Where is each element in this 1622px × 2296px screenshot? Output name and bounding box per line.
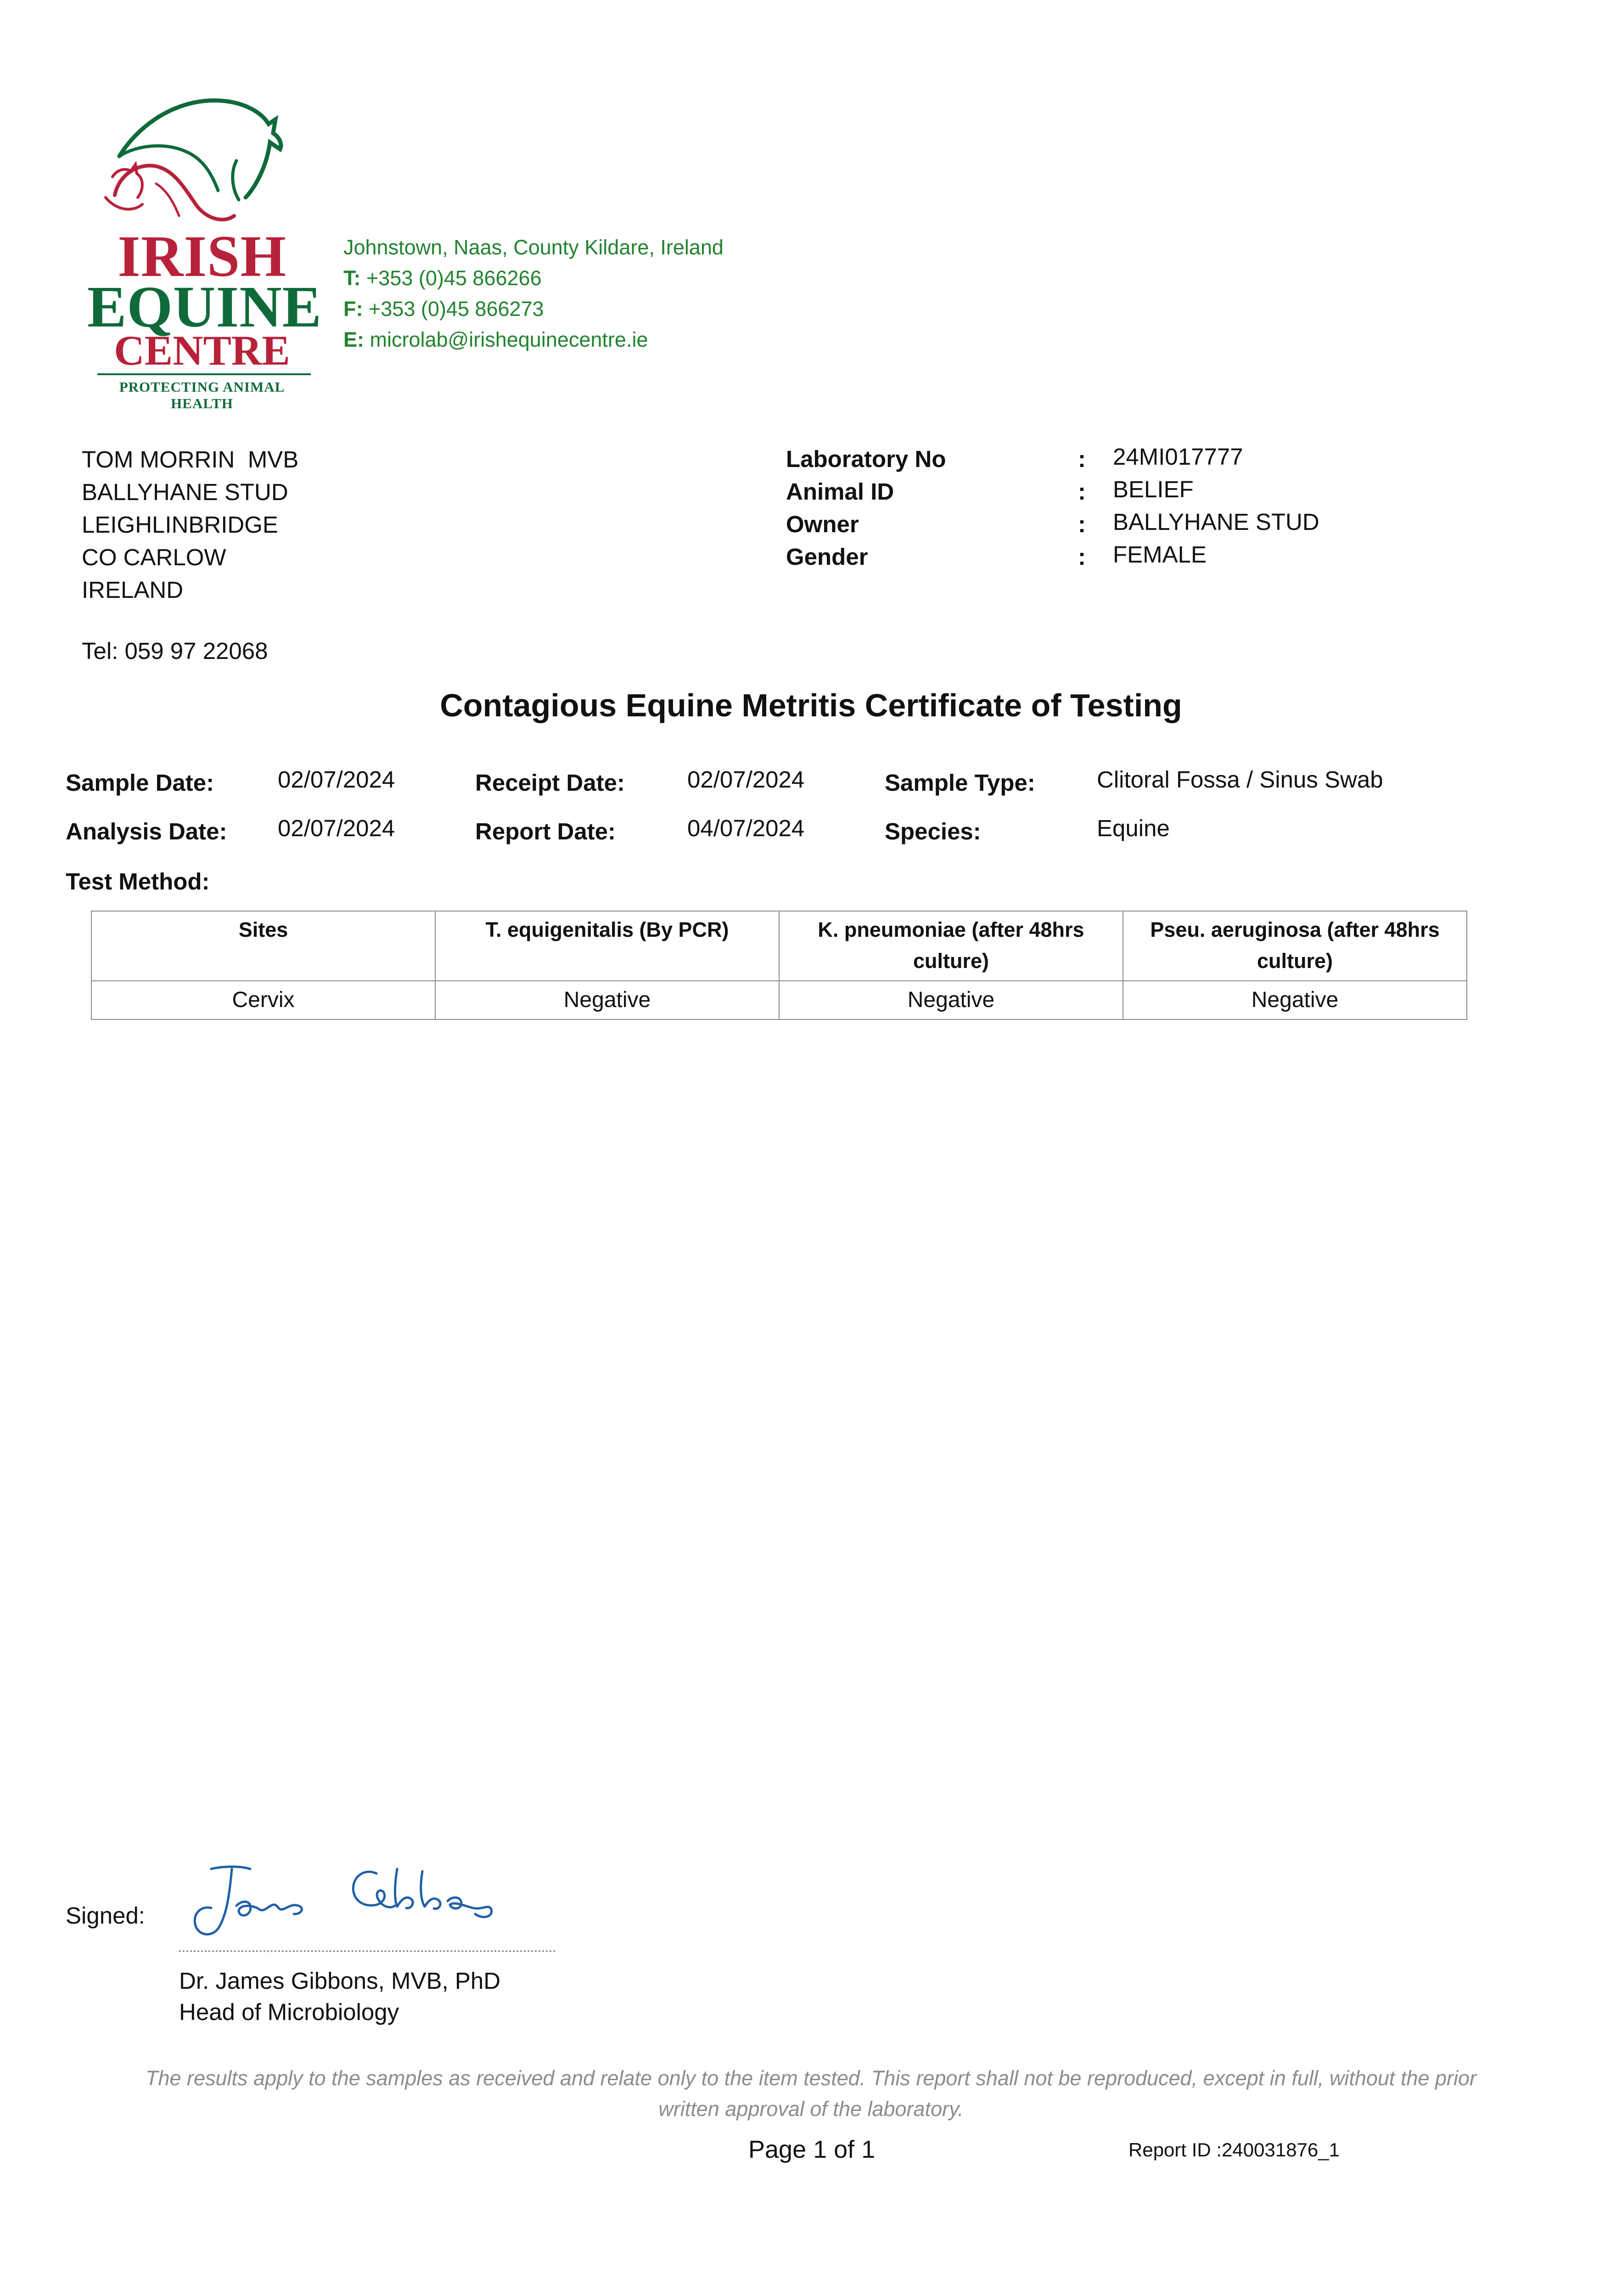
recipient-tel: Tel: 059 97 22068 [82,638,268,664]
table-cell: Negative [779,981,1123,1019]
signer-name: Dr. James Gibbons, MVB, PhD [179,1968,501,1994]
column-header: K. pneumoniae (after 48hrs culture) [779,911,1123,981]
receipt-date-value: 02/07/2024 [687,766,805,793]
page-number: Page 1 of 1 [748,2136,876,2163]
logo-word-centre: CENTRE [114,327,290,374]
logo-word-equine: EQUINE [87,274,322,339]
horse-logo-icon [87,92,317,225]
document-title: Contagious Equine Metritis Certificate of Testing [440,687,1182,723]
report-date-value: 04/07/2024 [687,815,805,841]
analysis-date-value: 02/07/2024 [278,815,395,841]
lab-no-colon: : [1078,446,1086,472]
table-cell: Negative [435,981,779,1019]
report-date-label: Report Date: [475,818,616,844]
lab-no-label: Laboratory No [786,446,946,472]
sample-type-value: Clitoral Fossa / Sinus Swab [1097,766,1383,793]
animal-id-colon: : [1078,478,1086,505]
gender-label: Gender [786,544,868,570]
contact-fax: F: +353 (0)45 866273 [343,297,544,321]
contact-address: Johnstown, Naas, County Kildare, Ireland [343,236,724,259]
contact-tel: T: +353 (0)45 866266 [343,266,542,290]
address-line: BALLYHANE STUD [82,479,288,505]
sample-date-value: 02/07/2024 [278,766,395,793]
address-line: TOM MORRIN MVB [82,446,299,473]
logo [87,92,322,411]
column-header: T. equigenitalis (By PCR) [435,911,779,981]
animal-id-label: Animal ID [786,478,894,505]
recipient-address [82,443,298,606]
species-label: Species: [885,818,981,844]
signature-line [179,1950,556,1952]
contact-block [343,232,724,355]
logo-word-irish: IRISH [118,224,286,289]
animal-id-value: BELIEF [1113,476,1194,502]
contact-email: E: microlab@irishequinecentre.ie [343,328,648,351]
signer-role: Head of Microbiology [179,1999,399,2025]
owner-colon: : [1078,511,1086,537]
species-value: Equine [1097,815,1170,841]
signed-label: Signed: [66,1902,145,1929]
sample-type-label: Sample Type: [885,770,1035,796]
column-header: Sites [91,911,435,981]
logo-tagline: PROTECTING ANIMAL HEALTH [119,379,285,411]
table-header-row [91,911,1467,981]
table-cell: Cervix [91,981,435,1019]
gender-colon: : [1078,544,1086,570]
handwritten-signature [174,1855,505,1942]
lab-no-value: 24MI017777 [1113,444,1243,470]
address-line: IRELAND [82,577,184,603]
owner-label: Owner [786,511,859,537]
address-line: CO CARLOW [82,544,226,570]
test-method-label: Test Method: [66,868,210,895]
table-row [91,981,1467,1019]
gender-value: FEMALE [1113,541,1207,568]
owner-value: BALLYHANE STUD [1113,509,1319,535]
disclaimer: The results apply to the samples as received and relate only to the item tested. This report shall not be reproduced, except in full, without the prior written approval of the laboratory. [145,2066,1477,2121]
sample-date-label: Sample Date: [66,770,214,796]
results-table [91,911,1467,1020]
signer-block [179,1965,500,2028]
logo-rule [97,373,311,375]
column-header: Pseu. aeruginosa (after 48hrs culture) [1123,911,1467,981]
analysis-date-label: Analysis Date: [66,818,227,844]
table-cell: Negative [1123,981,1467,1019]
address-line: LEIGHLINBRIDGE [82,512,278,538]
receipt-date-label: Receipt Date: [475,770,625,796]
report-id: Report ID :240031876_1 [1128,2139,1340,2161]
